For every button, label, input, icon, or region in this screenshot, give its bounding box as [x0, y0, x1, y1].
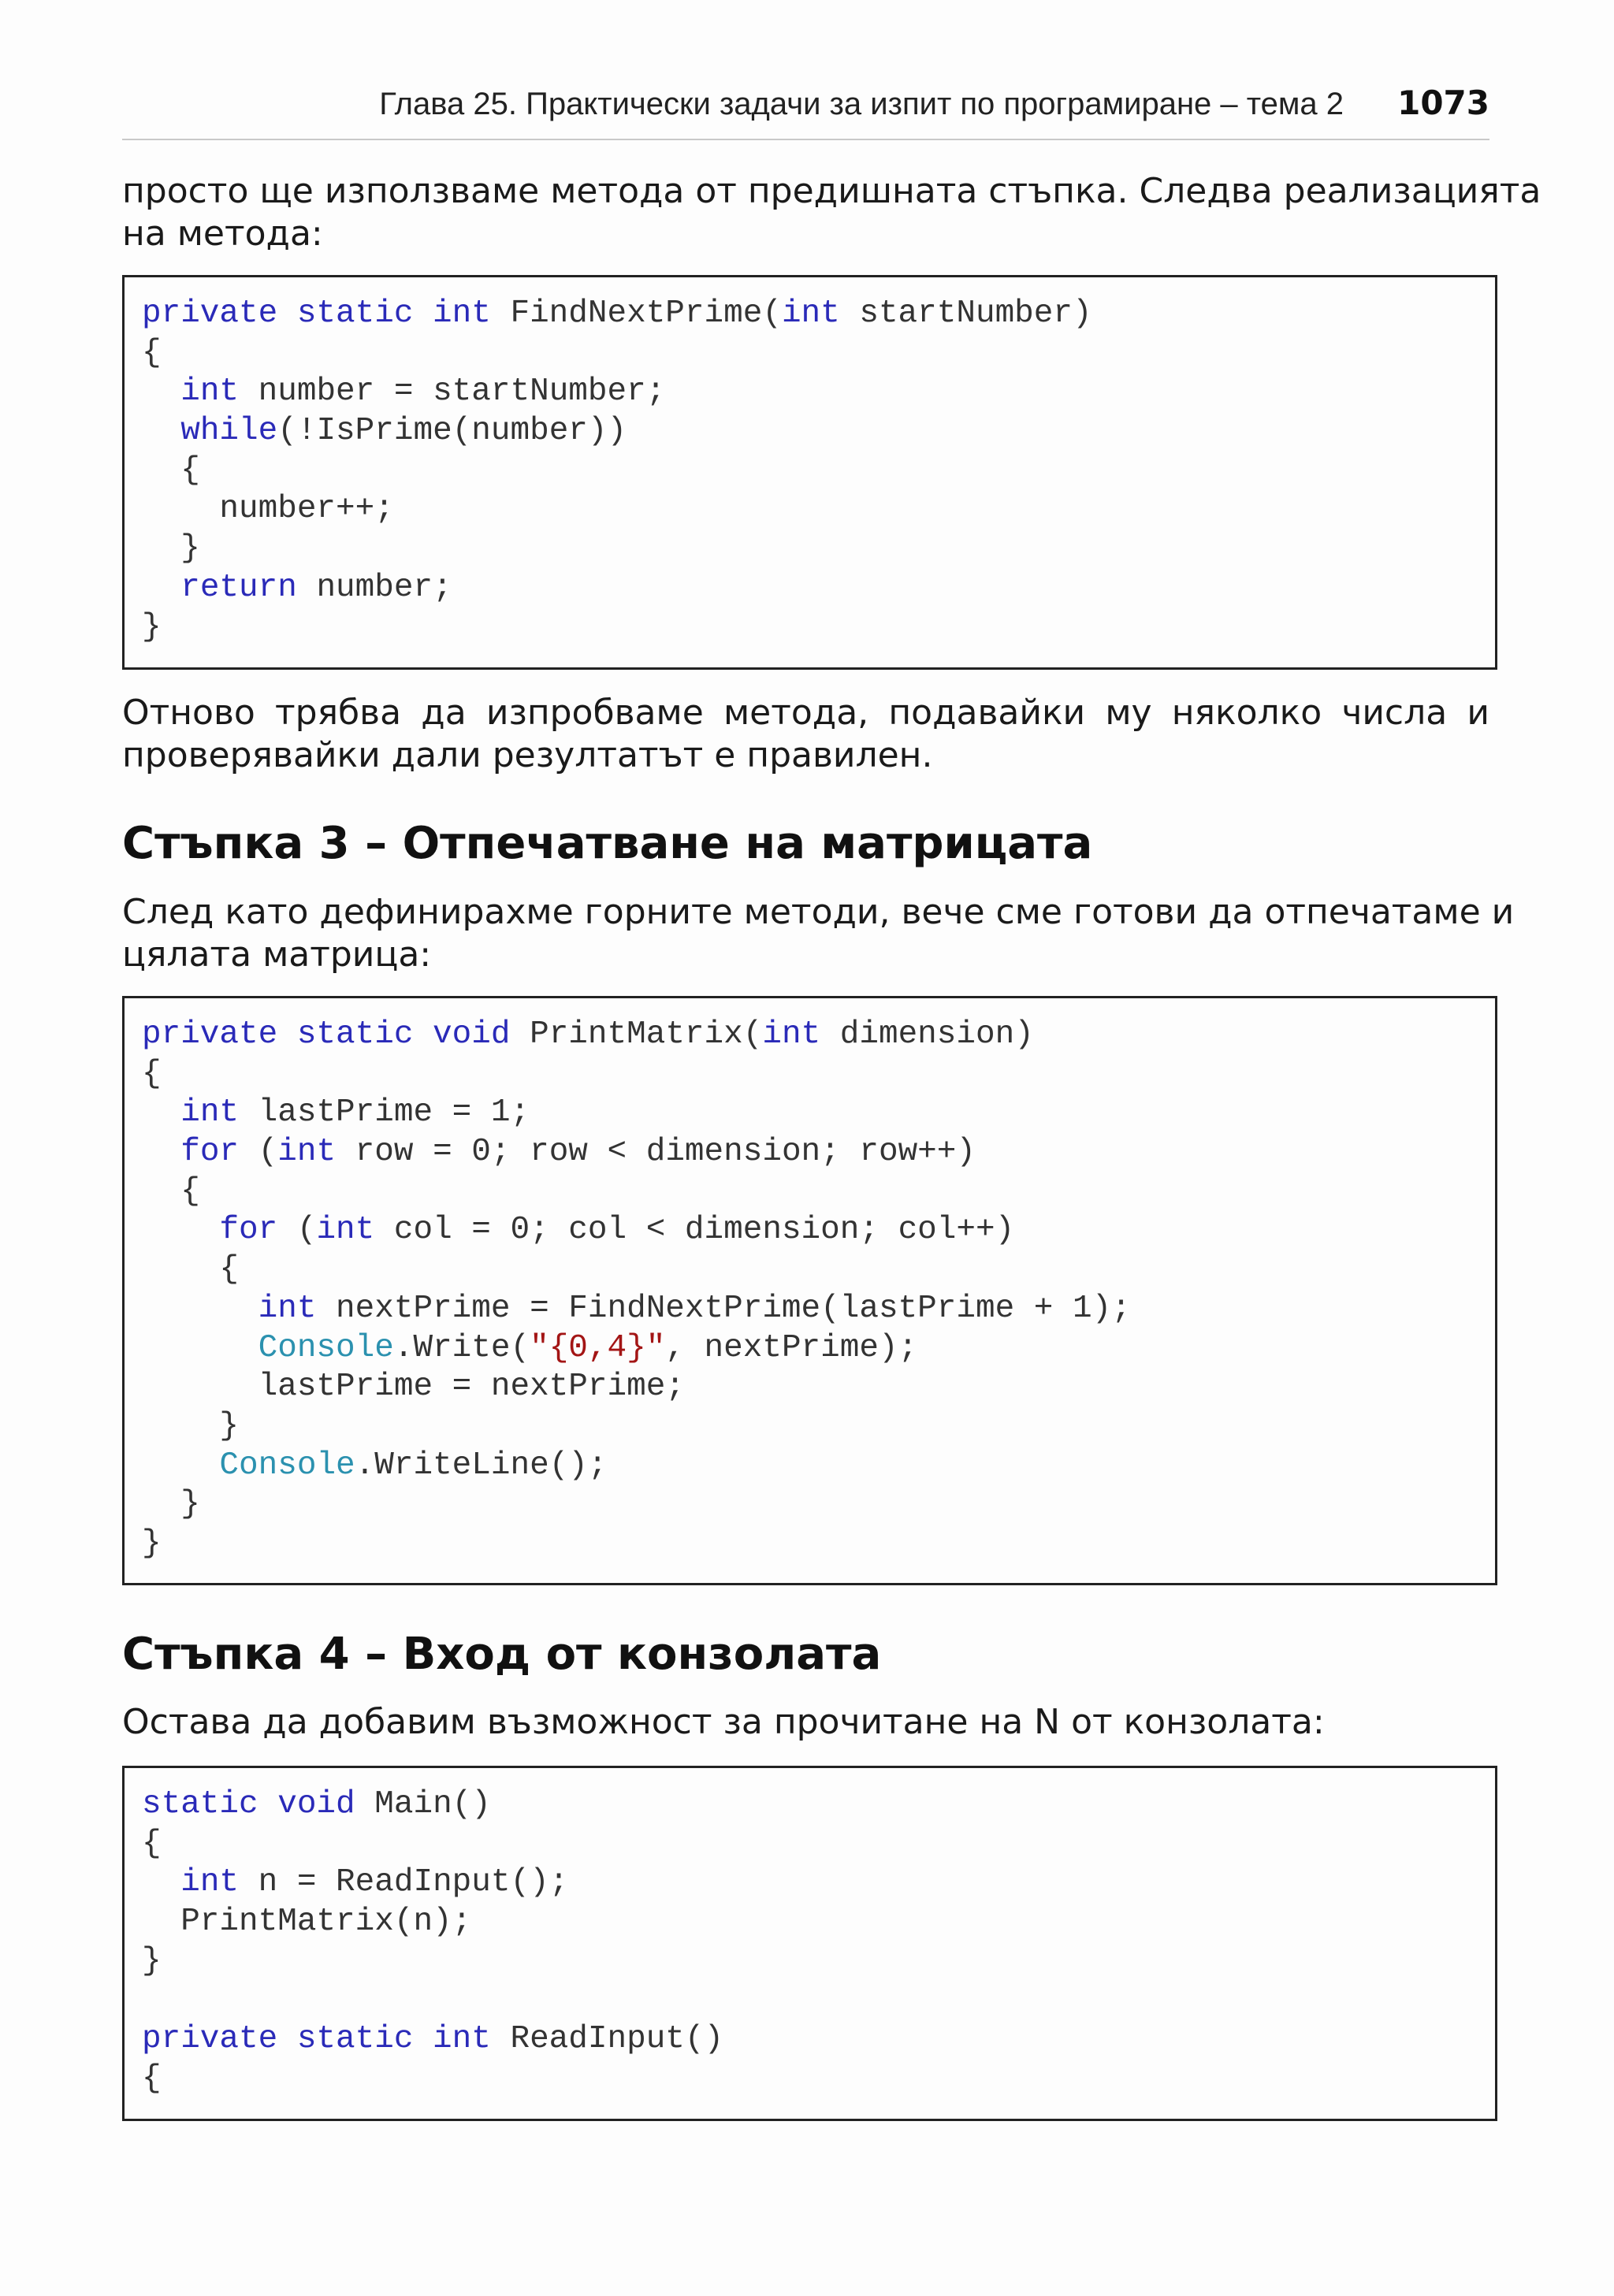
paragraph-print-matrix [122, 891, 1515, 976]
paragraph-line: проверявайки дали резултатът е правилен. [122, 735, 933, 775]
code-line [142, 1133, 1131, 1172]
code-line [142, 1172, 1131, 1212]
code-text [142, 413, 180, 449]
code-text: { [142, 334, 162, 371]
code-text: number = startNumber; [239, 373, 666, 411]
code-keyword: int [781, 295, 840, 332]
paragraph-line: цялата матрица: [122, 934, 432, 975]
code-line [142, 1407, 1131, 1447]
code-keyword: int [277, 1134, 337, 1171]
code-keyword: while [180, 413, 278, 450]
code-text: .WriteLine(); [355, 1447, 608, 1484]
code-text: ReadInput() [490, 2021, 724, 2058]
code-line [142, 1368, 1131, 1407]
code-text: nextPrime = FindNextPrime(lastPrime + 1); [316, 1290, 1131, 1327]
code-text: dimension) [820, 1016, 1034, 1053]
code-text: { [142, 451, 200, 489]
code-line [142, 1525, 1131, 1564]
code-type: Console [258, 1329, 394, 1366]
code-text: { [142, 1055, 162, 1092]
code-text: lastPrime = 1; [239, 1094, 530, 1131]
code-text: number++; [142, 491, 394, 528]
code-line [142, 1863, 723, 1903]
code-line [142, 1329, 1131, 1369]
code-line [142, 529, 1092, 569]
code-text: (!IsPrime(number)) [277, 413, 627, 450]
code-keyword: int [180, 1094, 240, 1131]
paragraph-line: на метода: [122, 214, 323, 254]
code-text: , nextPrime); [665, 1329, 918, 1366]
code-text [142, 1447, 219, 1484]
paragraph-console-input [122, 1701, 1489, 1744]
code-line [142, 334, 1092, 373]
code-text [142, 1134, 180, 1170]
code-keyword: int [180, 373, 240, 411]
code-line [142, 373, 1092, 412]
code-line [142, 1016, 1131, 1055]
section-heading-step-3: Стъпка 3 – Отпечатване на матрицата [122, 818, 1093, 869]
code-text [142, 570, 180, 606]
header-divider [122, 139, 1489, 140]
code-text: { [142, 1251, 240, 1288]
code-line [142, 1785, 723, 1825]
code-line [142, 1485, 1131, 1525]
running-header [122, 79, 1489, 126]
code-line [142, 569, 1092, 608]
code-keyword: int [180, 1864, 240, 1901]
code-line [142, 1250, 1131, 1290]
code-text: } [142, 1486, 200, 1523]
code-text [142, 373, 180, 410]
section-heading-step-4: Стъпка 4 – Вход от конзолата [122, 1629, 882, 1680]
code-line [142, 1981, 723, 2020]
chapter-title: Глава 25. Практически задачи за изпит по програмиране – тема 2 [379, 87, 1344, 121]
code-line [142, 490, 1092, 529]
code-text [142, 1291, 258, 1327]
intro-paragraph [122, 170, 1541, 255]
code-line [142, 1290, 1131, 1329]
code-line [142, 451, 1092, 491]
paragraph-test-method [122, 692, 1489, 777]
paragraph-line: След като дефинирахме горните методи, вече сме готови да отпечатаме и [122, 892, 1515, 932]
code-line [142, 2020, 723, 2060]
code-text: } [142, 530, 200, 567]
code-listing [142, 1016, 1131, 1564]
code-line [142, 608, 1092, 648]
code-keyword: return [180, 569, 297, 606]
code-text: PrintMatrix(n); [142, 1904, 472, 1941]
code-string: "{0,4}" [530, 1329, 666, 1366]
code-line [142, 1447, 1131, 1486]
code-text: { [142, 1172, 200, 1209]
paragraph-line: Отново трябва да изпробваме метода, подавайки му няколко числа и [122, 693, 1489, 733]
code-text: PrintMatrix( [510, 1016, 763, 1053]
code-text [142, 1094, 180, 1131]
code-line [142, 1903, 723, 1942]
code-text: { [142, 1825, 162, 1862]
code-keyword: private static int [142, 2021, 491, 2058]
code-type: Console [219, 1447, 355, 1484]
code-text: startNumber) [839, 295, 1092, 332]
page-number: 1073 [1397, 84, 1489, 122]
code-line [142, 1055, 1131, 1094]
paragraph-line: просто ще използваме метода от предишната стъпка. Следва реализацията [122, 171, 1541, 211]
code-text: FindNextPrime( [490, 295, 782, 332]
code-line [142, 412, 1092, 451]
code-text: { [142, 2060, 162, 2097]
code-line [142, 1094, 1131, 1133]
code-block-main [122, 1766, 1497, 2121]
code-text: } [142, 1525, 162, 1562]
code-listing [142, 295, 1092, 647]
code-line [142, 2060, 723, 2099]
code-block-print-matrix [122, 996, 1497, 1585]
code-text: } [142, 1407, 240, 1444]
code-line [142, 1211, 1131, 1250]
code-text: } [142, 1942, 162, 1979]
code-keyword: int [316, 1212, 375, 1249]
code-keyword: for [219, 1212, 278, 1249]
code-text [142, 1330, 258, 1366]
code-text: n = ReadInput(); [239, 1864, 569, 1901]
code-keyword: private static int [142, 295, 491, 332]
code-text: lastPrime = nextPrime; [142, 1369, 685, 1406]
code-line [142, 1825, 723, 1864]
code-text: number; [296, 569, 452, 606]
code-text: Main() [355, 1786, 491, 1822]
code-text: } [142, 608, 162, 645]
code-text: col = 0; col < dimension; col++) [374, 1212, 1015, 1249]
code-line [142, 295, 1092, 334]
code-listing [142, 1785, 723, 2099]
code-keyword: for [180, 1134, 240, 1171]
code-text: ( [277, 1212, 317, 1249]
code-text: .Write( [393, 1329, 530, 1366]
code-keyword: private static void [142, 1016, 511, 1053]
paragraph-line: Остава да добавим възможност за прочитане на N от конзолата: [122, 1702, 1325, 1742]
code-text: row = 0; row < dimension; row++) [336, 1134, 976, 1171]
code-line [142, 1942, 723, 1982]
code-text [142, 1864, 180, 1900]
code-keyword: static void [142, 1786, 355, 1822]
code-text: ( [239, 1134, 278, 1171]
code-keyword: int [258, 1290, 317, 1327]
code-keyword: int [762, 1016, 821, 1053]
code-block-find-next-prime [122, 275, 1497, 670]
code-text [142, 1212, 219, 1248]
